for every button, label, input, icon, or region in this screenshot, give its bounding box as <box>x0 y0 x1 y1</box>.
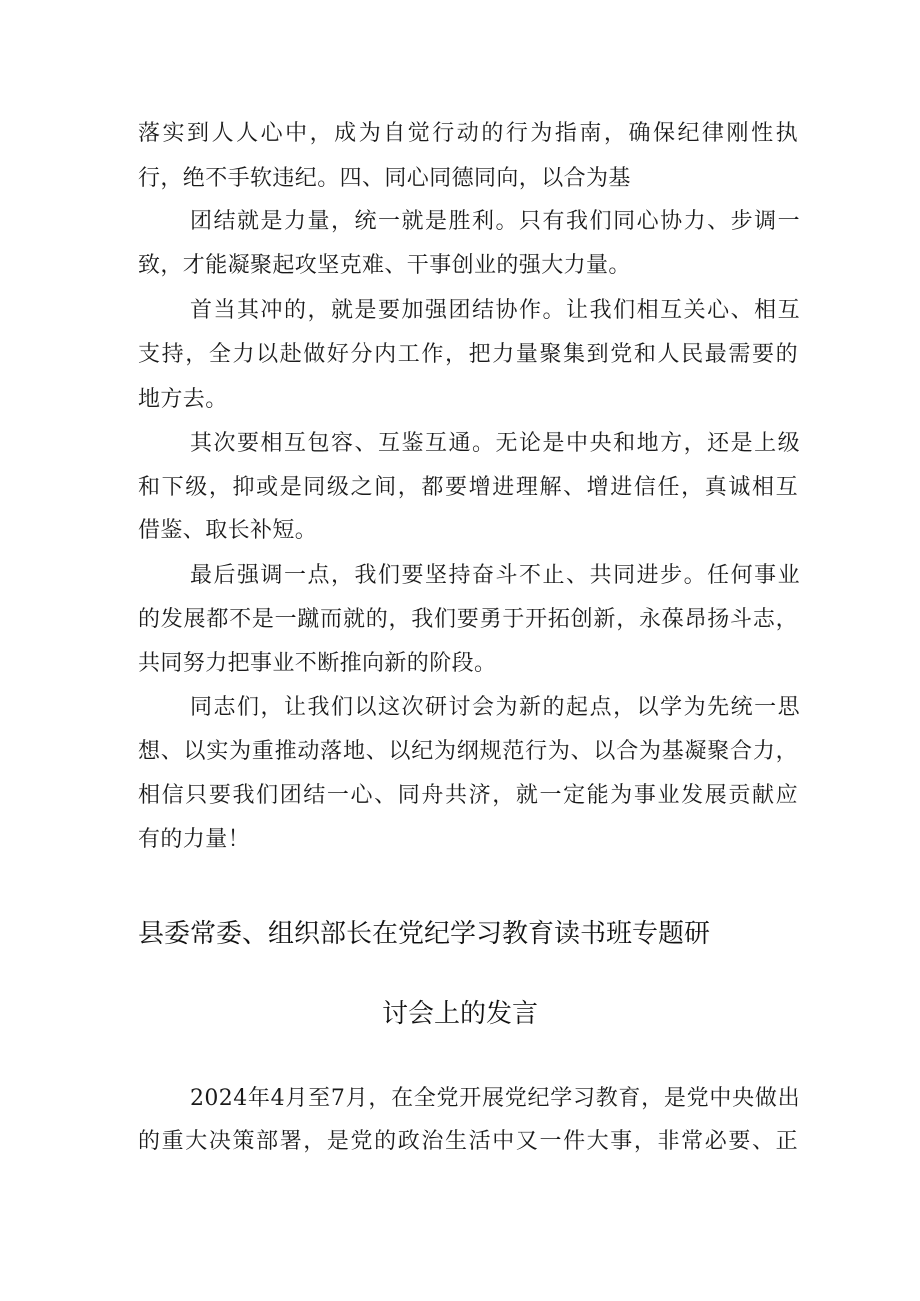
text-line: 借鉴、取长补短。 <box>138 518 318 543</box>
text-line: 的重大决策部署，是党的政治生活中又一件大事，非常必要、正 <box>138 1129 798 1154</box>
text-line: 落实到人人心中，成为自觉行动的行为指南，确保纪律刚性执 <box>138 121 798 146</box>
text-line: 相信只要我们团结一心、同舟共济，就一定能为事业发展贡献应 <box>138 783 798 808</box>
section-title-line-2: 讨会上的发言 <box>381 999 538 1029</box>
paragraph-first-line: 团结就是力量，统一就是胜利。只有我们同心协力、步调一 <box>190 209 800 234</box>
paragraph-first-line: 首当其冲的，就是要加强团结协作。让我们相互关心、相互 <box>190 298 800 323</box>
text-line: 和下级，抑或是同级之间，都要增进理解、增进信任，真诚相互 <box>138 475 798 500</box>
text-line: 的发展都不是一蹴而就的，我们要勇于开拓创新，永葆昂扬斗志， <box>138 607 798 632</box>
paragraph-first-line: 同志们，让我们以这次研讨会为新的起点，以学为先统一思 <box>190 695 800 720</box>
text-line: 致，才能凝聚起攻坚克难、干事创业的强大力量。 <box>138 253 631 278</box>
text-line: 行，绝不手软违纪。四、同心同德同向，以合为基 <box>138 166 631 191</box>
paragraph-first-line: 其次要相互包容、互鉴互通。无论是中央和地方，还是上级 <box>190 431 800 456</box>
paragraph-first-line: 最后强调一点，我们要坚持奋斗不止、共同进步。任何事业 <box>190 563 800 588</box>
section-title-line-1: 县委常委、组织部长在党纪学习教育读书班专题研 <box>138 919 711 949</box>
text-line: 支持，全力以赴做好分内工作，把力量聚集到党和人民最需要的 <box>138 342 798 367</box>
text-line: 想、以实为重推动落地、以纪为纲规范行为、以合为基凝聚合力， <box>138 739 798 764</box>
paragraph-first-line: 2024年4月至7月，在全党开展党纪学习教育，是党中央做出 <box>190 1086 800 1111</box>
text-line: 共同努力把事业不断推向新的阶段。 <box>138 651 497 676</box>
text-line: 有的力量！ <box>138 827 251 852</box>
text-line: 地方去。 <box>138 387 228 412</box>
